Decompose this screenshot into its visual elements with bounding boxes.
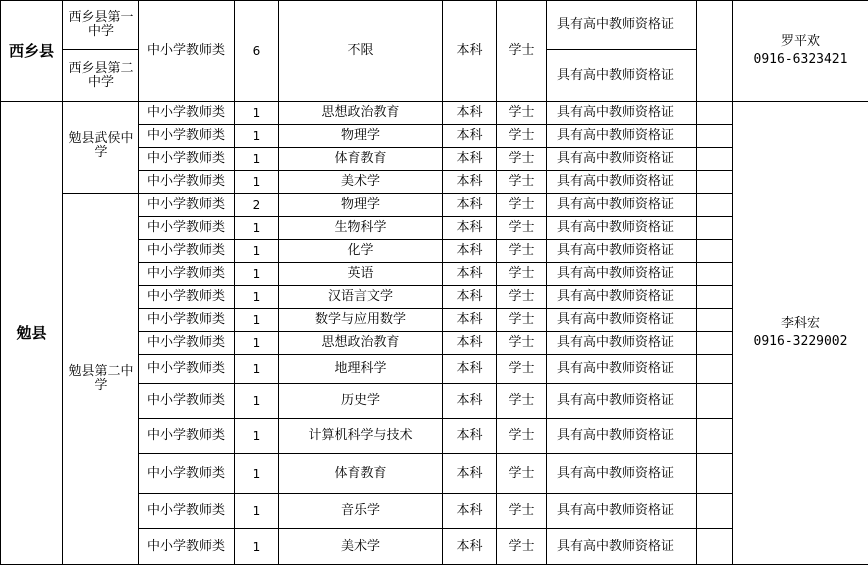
count-cell: 1	[235, 494, 279, 529]
position-type-cell: 中小学教师类	[139, 529, 235, 565]
position-type-cell: 中小学教师类	[139, 332, 235, 355]
position-type-cell: 中小学教师类	[139, 494, 235, 529]
blank-cell	[697, 309, 733, 332]
position-type-cell: 中小学教师类	[139, 309, 235, 332]
position-type-cell: 中小学教师类	[139, 125, 235, 148]
degree-cell: 学士	[497, 171, 547, 194]
education-cell: 本科	[443, 148, 497, 171]
degree-cell: 学士	[497, 125, 547, 148]
blank-cell	[697, 419, 733, 454]
position-type-cell: 中小学教师类	[139, 194, 235, 217]
certificate-cell: 具有高中教师资格证	[547, 454, 697, 494]
certificate-cell: 具有高中教师资格证	[547, 384, 697, 419]
certificate-cell: 具有高中教师资格证	[547, 263, 697, 286]
education-cell: 本科	[443, 332, 497, 355]
certificate-cell: 具有高中教师资格证	[547, 148, 697, 171]
blank-cell	[697, 355, 733, 384]
certificate-cell: 具有高中教师资格证	[547, 1, 697, 50]
certificate-cell: 具有高中教师资格证	[547, 309, 697, 332]
school-name: 西乡县第二中学	[68, 60, 134, 90]
degree-cell: 学士	[497, 494, 547, 529]
education-cell: 本科	[443, 309, 497, 332]
county-cell: 勉县	[1, 102, 63, 565]
major-cell: 计算机科学与技术	[279, 419, 443, 454]
position-type-cell: 中小学教师类	[139, 217, 235, 240]
blank-cell	[697, 1, 733, 102]
position-type-cell: 中小学教师类	[139, 171, 235, 194]
education-cell: 本科	[443, 194, 497, 217]
blank-cell	[697, 286, 733, 309]
education-cell: 本科	[443, 419, 497, 454]
major-cell: 历史学	[279, 384, 443, 419]
count-cell: 1	[235, 384, 279, 419]
major-cell: 美术学	[279, 529, 443, 565]
education-cell: 本科	[443, 217, 497, 240]
contact-cell	[733, 102, 868, 565]
position-type-cell: 中小学教师类	[139, 240, 235, 263]
major-cell: 化学	[279, 240, 443, 263]
count-cell: 2	[235, 194, 279, 217]
count-cell: 1	[235, 332, 279, 355]
certificate-cell: 具有高中教师资格证	[547, 194, 697, 217]
major-cell: 物理学	[279, 194, 443, 217]
blank-cell	[697, 171, 733, 194]
degree-cell: 学士	[497, 529, 547, 565]
count-cell: 1	[235, 454, 279, 494]
degree-cell: 学士	[497, 263, 547, 286]
education-cell: 本科	[443, 529, 497, 565]
education-cell: 本科	[443, 263, 497, 286]
school-name: 西乡县第一中学	[68, 10, 134, 39]
certificate-cell: 具有高中教师资格证	[547, 494, 697, 529]
position-type-cell: 中小学教师类	[139, 148, 235, 171]
degree-cell: 学士	[497, 332, 547, 355]
certificate-cell: 具有高中教师资格证	[547, 50, 697, 102]
count-cell: 6	[235, 1, 279, 102]
major-cell: 英语	[279, 263, 443, 286]
blank-cell	[697, 529, 733, 565]
major-cell: 体育教育	[279, 454, 443, 494]
certificate-cell: 具有高中教师资格证	[547, 102, 697, 125]
position-type-cell: 中小学教师类	[139, 355, 235, 384]
certificate-cell: 具有高中教师资格证	[547, 125, 697, 148]
count-cell: 1	[235, 240, 279, 263]
position-type-cell: 中小学教师类	[139, 454, 235, 494]
blank-cell	[697, 125, 733, 148]
blank-cell	[697, 102, 733, 125]
county-cell: 西乡县	[1, 1, 63, 102]
education-cell: 本科	[443, 125, 497, 148]
count-cell: 1	[235, 148, 279, 171]
blank-cell	[697, 332, 733, 355]
major-cell: 思想政治教育	[279, 332, 443, 355]
count-cell: 1	[235, 286, 279, 309]
degree-cell: 学士	[497, 454, 547, 494]
position-type-cell: 中小学教师类	[139, 1, 235, 102]
table-row	[1, 102, 868, 125]
major-cell: 汉语言文学	[279, 286, 443, 309]
degree-cell: 学士	[497, 194, 547, 217]
certificate-cell: 具有高中教师资格证	[547, 355, 697, 384]
major-cell: 数学与应用数学	[279, 309, 443, 332]
blank-cell	[697, 148, 733, 171]
blank-cell	[697, 384, 733, 419]
blank-cell	[697, 494, 733, 529]
major-cell: 美术学	[279, 171, 443, 194]
education-cell: 本科	[443, 355, 497, 384]
position-type-cell: 中小学教师类	[139, 102, 235, 125]
position-type-cell: 中小学教师类	[139, 384, 235, 419]
school-cell	[63, 50, 139, 102]
major-cell: 生物科学	[279, 217, 443, 240]
certificate-cell: 具有高中教师资格证	[547, 529, 697, 565]
count-cell: 1	[235, 102, 279, 125]
position-type-cell: 中小学教师类	[139, 419, 235, 454]
count-cell: 1	[235, 263, 279, 286]
education-cell: 本科	[443, 1, 497, 102]
count-cell: 1	[235, 529, 279, 565]
degree-cell: 学士	[497, 240, 547, 263]
count-cell: 1	[235, 217, 279, 240]
certificate-cell: 具有高中教师资格证	[547, 171, 697, 194]
contact-name: 罗平欢	[780, 34, 820, 49]
blank-cell	[697, 217, 733, 240]
position-type-cell: 中小学教师类	[139, 263, 235, 286]
certificate-cell: 具有高中教师资格证	[547, 217, 697, 240]
major-cell: 体育教育	[279, 148, 443, 171]
contact-phone: 0916-6323421	[753, 52, 848, 67]
degree-cell: 学士	[497, 286, 547, 309]
certificate-cell: 具有高中教师资格证	[547, 332, 697, 355]
degree-cell: 学士	[497, 1, 547, 102]
school-name: 勉县第二中学	[68, 364, 134, 393]
education-cell: 本科	[443, 454, 497, 494]
degree-cell: 学士	[497, 102, 547, 125]
major-cell: 物理学	[279, 125, 443, 148]
contact-name: 李科宏	[780, 316, 820, 331]
blank-cell	[697, 263, 733, 286]
table-row	[1, 1, 868, 50]
position-type-cell: 中小学教师类	[139, 286, 235, 309]
blank-cell	[697, 454, 733, 494]
education-cell: 本科	[443, 384, 497, 419]
certificate-cell: 具有高中教师资格证	[547, 240, 697, 263]
major-cell: 音乐学	[279, 494, 443, 529]
contact-phone: 0916-3229002	[753, 334, 848, 349]
degree-cell: 学士	[497, 309, 547, 332]
major-cell: 地理科学	[279, 355, 443, 384]
contact-cell	[733, 1, 868, 102]
education-cell: 本科	[443, 494, 497, 529]
degree-cell: 学士	[497, 384, 547, 419]
education-cell: 本科	[443, 286, 497, 309]
count-cell: 1	[235, 309, 279, 332]
degree-cell: 学士	[497, 355, 547, 384]
school-cell	[63, 102, 139, 194]
certificate-cell: 具有高中教师资格证	[547, 419, 697, 454]
count-cell: 1	[235, 419, 279, 454]
education-cell: 本科	[443, 171, 497, 194]
degree-cell: 学士	[497, 217, 547, 240]
degree-cell: 学士	[497, 148, 547, 171]
school-name: 勉县武侯中学	[68, 131, 134, 160]
degree-cell: 学士	[497, 419, 547, 454]
education-cell: 本科	[443, 102, 497, 125]
major-cell: 思想政治教育	[279, 102, 443, 125]
education-cell: 本科	[443, 240, 497, 263]
count-cell: 1	[235, 125, 279, 148]
certificate-cell: 具有高中教师资格证	[547, 286, 697, 309]
school-cell	[63, 1, 139, 50]
major-cell: 不限	[279, 1, 443, 102]
count-cell: 1	[235, 355, 279, 384]
blank-cell	[697, 194, 733, 217]
count-cell: 1	[235, 171, 279, 194]
school-cell	[63, 194, 139, 565]
blank-cell	[697, 240, 733, 263]
